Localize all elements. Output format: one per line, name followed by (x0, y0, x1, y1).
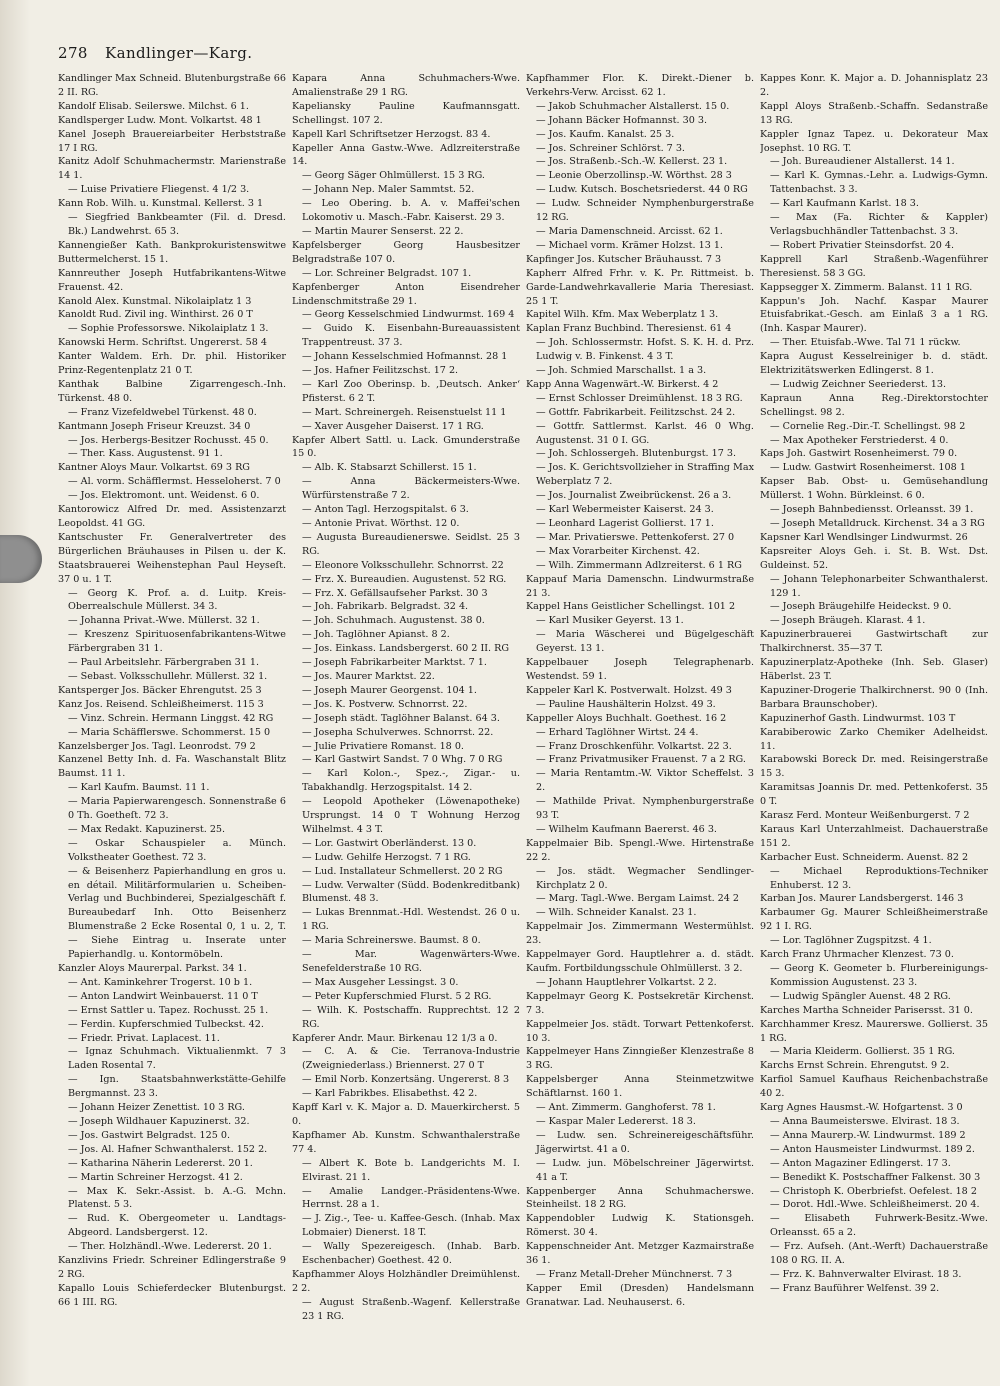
directory-entry: — Johann Hauptlehrer Volkartst. 2 2. (536, 976, 717, 988)
directory-entry: Kappl Aloys Straßenb.-Schaffn. Sedanstraße 13 RG. (760, 100, 988, 126)
directory-entry: — Georg K. Prof. a. d. Luitp. Kreis-Oberrealschule Müllerst. 34 3. (68, 587, 286, 613)
directory-entry: Kapper Emil (Dresden) Handelsmann Granatwar. Lad. Neuhauserst. 6. (526, 1282, 754, 1308)
directory-entry: — Sophie Professorswe. Nikolaiplatz 1 3. (68, 323, 269, 335)
directory-entry: — Karl Webermeister Kaiserst. 24 3. (536, 504, 714, 516)
directory-entry: — Karl Zoo Oberinsp. b. ‚Deutsch. Anker‘ Pfisterst. 6 2 T. (302, 378, 520, 404)
directory-entry: — Ther. Holzhändl.-Wwe. Ledererst. 20 1. (68, 1241, 272, 1253)
directory-entry: — Eleonore Volksschullehr. Schnorrst. 22 (302, 559, 504, 571)
directory-entry: Kantmann Joseph Friseur Kreuzst. 34 0 (58, 420, 251, 432)
directory-entry: Kanold Alex. Kunstmal. Nikolaiplatz 1 3 (58, 295, 252, 307)
directory-entry: — Xaver Ausgeher Daiserst. 17 1 RG. (302, 420, 484, 432)
directory-entry: Karaus Karl Unterzahlmeist. Dachauerstraße 151 2. (760, 823, 988, 849)
directory-entry: — Ign. Staatsbahnwerkstätte-Gehilfe Bergmannst. 23 3. (68, 1074, 286, 1100)
directory-entry: Kantner Aloys Maur. Volkartst. 69 3 RG (58, 462, 250, 474)
directory-entry: Kapeliansky Pauline Kaufmannsgatt. Schellingst. 107 2. (292, 100, 520, 126)
directory-entry: Kandlinger Max Schneid. Blutenburgstraße 66 2 II. RG. (58, 73, 286, 98)
directory-entry: Kanzlivins Friedr. Schreiner Edlingerstraße 9 2 RG. (58, 1255, 286, 1280)
directory-entry: — Leopold Apotheker (Löwenapotheke) Ursprungst. 14 0 T Wohnung Herzog Wilhelmst. 4 3 T. (302, 796, 520, 835)
directory-entry: Kanter Waldem. Erh. Dr. phil. Historiker Prinz-Regentenplatz 21 0 T. (58, 351, 286, 377)
directory-entry: Kann Rob. Wilh. u. Kunstmal. Kellerst. 3 1 (58, 198, 264, 210)
directory-entry: — Gottfr. Sattlermst. Karlst. 46 0 Whg. Augustenst. 31 0 I. GG. (536, 420, 754, 446)
directory-entry: — Joh. Schlossergeh. Blutenburgst. 17 3. (536, 448, 737, 460)
directory-entry: — Martin Maurer Senserst. 22 2. (302, 225, 464, 237)
directory-entry: — Jos. Schreiner Schlörst. 7 3. (536, 142, 685, 154)
directory-entry: — Johann Telephonarbeiter Schwanthalerst. 129 1. (770, 573, 988, 599)
directory-entry: Kanzelsberger Jos. Tagl. Leonrodst. 79 2 (58, 740, 256, 752)
directory-entry: — Mar. Privatierswe. Pettenkoferst. 27 0 (536, 531, 735, 543)
directory-entry: Kantsperger Jos. Bäcker Ehrengutst. 25 3 (58, 684, 262, 696)
directory-entry: — Frz. K. Bahnverwalter Elvirast. 18 3. (770, 1268, 962, 1280)
directory-entry: — Sebast. Volksschullehr. Müllerst. 32 1. (68, 670, 268, 682)
directory-entry: — Franz Bauführer Welfenst. 39 2. (770, 1282, 940, 1294)
directory-entry: — Maria Papierwarengesch. Sonnenstraße 6 0 Th. Goetheſt. 72 3. (68, 796, 286, 822)
directory-entry: — Leonhard Lagerist Gollierst. 17 1. (536, 518, 714, 529)
directory-entry: — Friedr. Privat. Laplacest. 11. (68, 1032, 220, 1044)
directory-entry: — Karl Musiker Geyerst. 13 1. (536, 615, 684, 627)
directory-entry: — Leonie Oberzollinsp.-W. Wörthst. 28 3 (536, 170, 732, 182)
directory-entry: Karbaumer Gg. Maurer Schleißheimerstraße 92 1 I. RG. (760, 907, 988, 933)
directory-entry: — Rud. K. Obergeometer u. Landtags-Abgeord. Landsbergerst. 12. (68, 1213, 286, 1239)
directory-entry: Kapherr Alfred Frhr. v. K. Pr. Rittmeist. b. Garde-Landwehrkavallerie Maria Theresiast. 25 1 T. (526, 267, 754, 307)
directory-entry: — Kaspar Maler Ledererst. 18 3. (536, 1115, 696, 1127)
directory-entry: — Johann Heizer Zenettist. 10 3 RG. (68, 1102, 245, 1114)
directory-entry: Kappendobler Ludwig K. Stationsgeh. Römerst. 30 4. (526, 1213, 754, 1239)
directory-entry: Kapell Karl Schriftsetzer Herzogst. 83 4. (292, 128, 491, 140)
directory-entry: Kanitz Adolf Schuhmachermstr. Marienstraße 14 1. (58, 156, 286, 182)
directory-entry: Kapfelsberger Georg Hausbesitzer Belgradstraße 107 0. (292, 239, 520, 265)
directory-entry: — Georg Kesselschmied Lindwurmst. 169 4 (302, 309, 515, 321)
directory-entry: Kanoldt Rud. Zivil ing. Winthirst. 26 0 T (58, 309, 253, 321)
directory-entry: — Maria Kleiderm. Gollierst. 35 1 RG. (770, 1046, 955, 1058)
directory-entry: — Ernst Schlosser Dreimühlenst. 18 3 RG. (536, 392, 743, 404)
directory-entry: — Ignaz Schuhmach. Viktualienmkt. 7 3 Laden Rosental 7. (68, 1046, 286, 1072)
directory-entry: — Karl K. Gymnas.-Lehr. a. Ludwigs-Gymn. Tattenbachst. 3 3. (770, 170, 988, 196)
directory-entry: Kapitel Wilh. Kfm. Max Weberplatz 1 3. (526, 309, 719, 321)
directory-entry: — Elisabeth Fuhrwerk-Besitz.-Wwe. Orleansst. 65 a 2. (770, 1213, 988, 1239)
directory-entry: — Robert Privatier Steinsdorfst. 20 4. (770, 239, 955, 251)
directory-entry: — Joseph städt. Taglöhner Balanst. 64 3. (302, 712, 500, 724)
directory-entry: — Ludwig Zeichner Seeriederst. 13. (770, 378, 947, 390)
directory-entry: Kapara Anna Schuhmachers-Wwe. Amalienstraße 29 1 RG. (292, 73, 520, 98)
directory-entry: Kappelmayer Gord. Hauptlehrer a. d. städt. Kaufm. Fortbildungsschule Ohlmüllerst. 3 2. (526, 949, 754, 974)
directory-entry: — Lud. Installateur Schmellerst. 20 2 RG (302, 865, 503, 877)
directory-entry: — Vinz. Schrein. Hermann Linggst. 42 RG (68, 712, 274, 724)
directory-entry: — Anna Baumeisterswe. Elvirast. 18 3. (770, 1115, 960, 1127)
directory-entry: Kanz Jos. Reisend. Schleißheimerst. 115 3 (58, 698, 264, 710)
directory-entry: Kannengießer Kath. Bankprokuristenswitwe Buttermelcherst. 15 1. (58, 239, 286, 265)
directory-entry: — Franz Droschkenführ. Volkartst. 22 3. (536, 740, 732, 752)
directory-entry: — August Straßenb.-Wagenf. Kellerstraße 23 1 RG. (302, 1296, 520, 1322)
directory-entry: Kapff Karl v. K. Major a. D. Mauerkircherst. 5 0. (292, 1102, 520, 1127)
directory-entry: — Jakob Schuhmacher Alstallerst. 15 0. (536, 100, 730, 112)
directory-entry: — Karl Kaufm. Baumst. 11 1. (68, 782, 210, 794)
directory-entry: — Johann Nep. Maler Sammtst. 52. (302, 184, 475, 196)
directory-entry: Kappelmeier Jos. städt. Torwart Pettenkoferst. 10 3. (526, 1018, 754, 1044)
directory-entry: — Jos. Journalist Zweibrückenst. 26 a 3. (536, 490, 732, 502)
directory-entry: Kapraun Anna Reg.-Direktorstochter Schellingst. 98 2. (760, 392, 988, 418)
directory-entry: — Joseph Bräugeh. Klarast. 4 1. (770, 615, 926, 627)
directory-entry: — Julie Privatiere Romanst. 18 0. (302, 740, 464, 752)
directory-entry: — Karl Kolon.-, Spez.-, Zigar.- u. Tabakhandlg. Herzogspitalst. 14 2. (302, 768, 520, 794)
directory-entry: — Max Ausgeher Lessingst. 3 0. (302, 976, 459, 988)
directory-entry: — & Beisenherz Papierhandlung en gros u. en détail. Militärformularien u. Scheiben-Verlag und Buchbinderei, Spezialgeschäft f. Bureaubedarf Inh. Otto Beisenherz Blumenstraße 2 Ecke Rosental 0, 1 u. 2, T. — Siehe Eintrag u. Inserate unter Papierhandlg. u. Kontormöbeln. (68, 865, 286, 961)
directory-entry: Kappelsberger Anna Steinmetzwitwe Schäftlarnst. 160 1. (526, 1074, 754, 1100)
directory-entry: — Ther. Etuisfab.-Wwe. Tal 71 1 rückw. (770, 337, 961, 349)
directory-entry: — Lor. Gastwirt Oberländerst. 13 0. (302, 837, 477, 849)
directory-entry: Kappelmeyer Hans Zinngießer Klenzestraße 8 3 RG. (526, 1046, 754, 1072)
directory-entry: — Paul Arbeitslehr. Färbergraben 31 1. (68, 657, 260, 669)
directory-entry: Kappsegger X. Zimmerm. Balanst. 11 1 RG. (760, 281, 973, 293)
directory-entry: Karchs Ernst Schrein. Ehrengutst. 9 2. (760, 1060, 950, 1072)
directory-entry: — Frz. Aufseh. (Ant.-Werft) Dachauerstraße 108 0 RG. II. A. (770, 1241, 988, 1267)
directory-entry: Kapuzinerbrauerei Gastwirtschaft zur Thalkirchnerst. 35—37 T. (760, 629, 988, 655)
directory-entry: — Georg Säger Ohlmüllerst. 15 3 RG. (302, 170, 485, 182)
directory-entry: — Johann Kesselschmied Hofmannst. 28 1 (302, 351, 508, 363)
directory-entry: — Joh. Schuhmach. Augustenst. 38 0. (302, 615, 485, 627)
directory-entry: — Max Redakt. Kapuzinerst. 25. (68, 823, 226, 835)
directory-entry: Kapfenberger Anton Eisendreher Lindenschmitstraße 29 1. (292, 281, 520, 307)
directory-entry: — Joh. Schlossermstr. Hofst. S. K. H. d. Prz. Ludwig v. B. Finkenst. 4 3 T. (536, 337, 754, 363)
directory-entry: — Jos. Herbergs-Besitzer Rochusst. 45 0. (68, 434, 269, 446)
page-range-title: Kandlinger—Karg. (105, 44, 253, 62)
directory-entry: — Ernst Sattler u. Tapez. Rochusst. 25 1. (68, 1004, 269, 1016)
directory-entry: — Dorot. Hdl.-Wwe. Schleißheimerst. 20 4. (770, 1199, 980, 1211)
directory-entry: — Alb. K. Stabsarzt Schillerst. 15 1. (302, 462, 477, 474)
directory-entry: — Kreszenz Spirituosenfabrikantens-Witwe Färbergraben 31 1. (68, 629, 286, 655)
directory-entry: — Erhard Taglöhner Wirtst. 24 4. (536, 726, 699, 738)
directory-entry: — Joh. Bureaudiener Alstallerst. 14 1. (770, 156, 955, 168)
directory-entry: Kaps Joh. Gastwirt Rosenheimerst. 79 0. (760, 448, 958, 460)
directory-entry: — Joseph Fabrikarbeiter Marktst. 7 1. (302, 657, 487, 669)
directory-entry: — Jos. Kaufm. Kanalst. 25 3. (536, 128, 675, 140)
directory-entry: — Peter Kupferschmied Flurst. 5 2 RG. (302, 990, 492, 1002)
directory-entry: — Josepha Schulverwes. Schnorrst. 22. (302, 726, 494, 738)
directory-entry: — Max Vorarbeiter Kirchenst. 42. (536, 545, 700, 557)
directory-entry: — Johann Bäcker Hofmannst. 30 3. (536, 114, 707, 126)
directory-entry: — Jos. Straßenb.-Sch.-W. Kellerst. 23 1. (536, 156, 728, 168)
directory-entry: — Ant. Kaminkehrer Trogerst. 10 b 1. (68, 976, 253, 988)
directory-entry: — Siegfried Bankbeamter (Fil. d. Dresd. Bk.) Landwehrst. 65 3. (68, 212, 286, 237)
directory-entry: Kapser Bab. Obst- u. Gemüsehandlung Müllerst. 1 Wohn. Bürkleinst. 6 0. (760, 476, 988, 502)
directory-entry: Kanzenel Betty Inh. d. Fa. Waschanstalt Blitz Baumst. 11 1. (58, 754, 286, 780)
directory-entry: Kapuzinerplatz-Apotheke (Inh. Seb. Glaser) Häberlst. 23 T. (760, 657, 988, 682)
directory-entry: — Joseph Maurer Georgenst. 104 1. (302, 684, 477, 696)
directory-entry: — Katharina Näherin Ledererst. 20 1. (68, 1157, 253, 1169)
directory-entry: Kapuziner-Drogerie Thalkirchnerst. 90 0 (Inh. Barbara Braunschober). (760, 684, 988, 710)
directory-entry: — Anna Maurerp.-W. Lindwurmst. 189 2 (770, 1129, 966, 1141)
directory-entry: — Franz Privatmusiker Frauenst. 7 a 2 RG. (536, 754, 746, 766)
directory-entry: — Frz. X. Bureaudien. Augustenst. 52 RG. (302, 573, 507, 585)
directory-entry: — Maria Rentamtm.-W. Viktor Scheffelst. 3 2. (536, 768, 754, 794)
directory-entry: Kapferer Andr. Maur. Birkenau 12 1/3 a 0. (292, 1032, 498, 1044)
directory-entry: — Emil Norb. Konzertsäng. Ungererst. 8 3 (302, 1074, 510, 1086)
directory-entry: Kapsner Karl Wendlsinger Lindwurmst. 26 (760, 531, 968, 543)
directory-entry: — Augusta Bureaudienerswe. Seidlst. 25 3 RG. (302, 531, 520, 557)
directory-entry: Karg Agnes Hausmst.-W. Hofgartenst. 3 0 (760, 1102, 963, 1114)
thumb-index-tab (0, 535, 42, 583)
directory-entry: — Mar. Wagenwärters-Wwe. Senefelderstraße 10 RG. (302, 949, 520, 974)
directory-entry: Kappenberger Anna Schuhmacherswe. Steinheilst. 18 2 RG. (526, 1185, 754, 1211)
directory-entry: Kappelmaier Bib. Spengl.-Wwe. Hirtenstraße 22 2. (526, 837, 754, 863)
directory-entry: — Joseph Metalldruck. Kirchenst. 34 a 3 RG (770, 518, 985, 529)
directory-entry: — Johanna Privat.-Wwe. Müllerst. 32 1. (68, 615, 260, 627)
directory-columns (58, 72, 990, 1372)
directory-entry: Kappeler Karl K. Postverwalt. Holzst. 49 3 (526, 684, 732, 696)
directory-entry: — Pauline Haushälterin Holzst. 49 3. (536, 698, 716, 710)
directory-entry: — Jos. Gastwirt Belgradst. 125 0. (68, 1129, 230, 1141)
directory-entry: — Ludw. Gastwirt Rosenheimerst. 108 1 (770, 462, 966, 474)
directory-entry: Kantschuster Fr. Generalvertreter des Bürgerlichen Bräuhauses in Pilsen u. der K. Staatsbrauerei Weihenstephan Paul Heyseſt. 37 0 u. 1 T. (58, 531, 286, 585)
directory-entry: Karfiol Samuel Kaufhaus Reichenbachstraße 40 2. (760, 1074, 988, 1100)
directory-entry: Kandlsperger Ludw. Mont. Volkartst. 48 1 (58, 114, 262, 126)
directory-entry: — Anton Tagl. Herzogspitalst. 6 3. (302, 504, 469, 516)
directory-entry: Karchhammer Kresz. Maurerswe. Gollierst. 35 1 RG. (760, 1018, 988, 1044)
directory-entry: Kappel Hans Geistlicher Schellingst. 101 2 (526, 601, 736, 613)
directory-entry: — Maria Schäfflerswe. Schommerst. 15 0 (68, 726, 271, 738)
directory-entry: Kappler Ignaz Tapez. u. Dekorateur Max Josephst. 10 RG. T. (760, 128, 988, 154)
directory-entry: — Ludw. Verwalter (Südd. Bodenkreditbank) Blumenst. 48 3. (302, 879, 520, 905)
directory-entry: — Amalie Landger.-Präsidentens-Wwe. Herrnst. 28 a 1. (302, 1185, 520, 1211)
directory-entry: — Anton Landwirt Weinbauerst. 11 0 T (68, 990, 258, 1002)
directory-entry: Kappelmair Jos. Zimmermann Westermühlst. 23. (526, 921, 754, 947)
directory-entry: Kappes Konr. K. Major a. D. Johannisplatz 23 2. (760, 73, 988, 98)
directory-entry: — Benedikt K. Postschaffner Falkenst. 30 3 (770, 1171, 981, 1183)
page-edge (0, 0, 30, 1386)
directory-entry: Kanel Joseph Brauereiarbeiter Herbststraße 17 I RG. (58, 128, 286, 154)
directory-entry: Kapallo Louis Schieferdecker Blutenburgst. 66 1 III. RG. (58, 1282, 286, 1308)
directory-entry: — Marg. Tagl.-Wwe. Bergam Laimst. 24 2 (536, 893, 740, 905)
directory-entry: — Anna Bäckermeisters-Wwe. Würfürstenstraße 7 2. (302, 476, 520, 502)
directory-entry: — Joseph Bahnbediensst. Orleansst. 39 1. (770, 504, 974, 516)
directory-entry: — Ludw. Schneider Nymphenburgerstraße 12 RG. (536, 198, 754, 224)
directory-entry: — Karl Kaufmann Karlst. 18 3. (770, 198, 919, 210)
directory-entry: Kanthak Balbine Zigarrengesch.-Inh. Türkenst. 48 0. (58, 378, 286, 404)
directory-entry: — Wilh. K. Postschaffn. Rupprechtst. 12 2 RG. (302, 1004, 520, 1030)
directory-entry: — Jos. städt. Wegmacher Sendlinger-Kirchplatz 2 0. (536, 865, 754, 891)
directory-entry: — Lukas Brennmat.-Hdl. Westendst. 26 0 u. 1 RG. (302, 907, 520, 933)
directory-entry: — Max Apotheker Ferstriederst. 4 0. (770, 434, 949, 446)
directory-entry: — Michael Reproduktions-Techniker Enhuberst. 12 3. (770, 865, 988, 891)
directory-entry: — Anton Magaziner Edlingerst. 17 3. (770, 1157, 951, 1169)
directory-entry: Kapfhammer Flor. K. Direkt.-Diener b. Verkehrs-Verw. Arcisst. 62 1. (526, 73, 754, 98)
directory-entry: Kapfhamer Ab. Kunstm. Schwanthalerstraße 77 4. (292, 1129, 520, 1155)
directory-entry: — Ferdin. Kupferschmied Tulbeckst. 42. (68, 1018, 264, 1030)
directory-entry: — Jos. Elektromont. unt. Weidenst. 6 0. (68, 490, 260, 502)
directory-entry: — Max (Fa. Richter & Kappler) Verlagsbuchhändler Tattenbachst. 3 3. (770, 212, 988, 237)
directory-entry: — Joh. Fabrikarb. Belgradst. 32 4. (302, 601, 469, 613)
directory-column-3 (526, 72, 754, 1372)
directory-entry: — Albert K. Bote b. Landgerichts M. I. Elvirast. 21 1. (302, 1157, 520, 1183)
directory-entry: — Leo Obering. b. A. v. Maffei'schen Lokomotiv u. Masch.-Fabr. Kaiserst. 29 3. (302, 198, 520, 224)
directory-column-2 (292, 72, 520, 1372)
directory-entry: Kappun's Joh. Nachf. Kaspar Maurer Etuisfabrikat.-Gesch. am Einlaß 3 a 1 RG. (Inh. Kaspar Maurer). (760, 295, 988, 335)
directory-entry: — Ludw. Gehilfe Herzogst. 7 1 RG. (302, 851, 471, 863)
directory-entry: — Al. vorm. Schäfflermst. Hesseloherst. 7 0 (68, 476, 281, 488)
directory-entry: — Ludw. sen. Schreinereigeschäftsführ. Jägerwirtst. 41 a 0. (536, 1129, 754, 1155)
directory-entry: — Martin Schreiner Herzogst. 41 2. (68, 1171, 243, 1183)
directory-entry: Kappenschneider Ant. Metzger Kazmairstraße 36 1. (526, 1241, 754, 1267)
directory-entry: — Ludw. jun. Möbelschreiner Jägerwirtst. 41 a T. (536, 1157, 754, 1183)
directory-entry: — Jos. K. Postverw. Schnorrst. 22. (302, 698, 468, 710)
directory-entry: — Karl Fabrikbes. Elisabethst. 42 2. (302, 1088, 478, 1100)
directory-entry: Kandolf Elisab. Seilerswe. Milchst. 6 1. (58, 100, 249, 112)
directory-entry: Kapsreiter Aloys Geh. i. St. B. Wst. Dst. Guldeinst. 52. (760, 545, 988, 571)
directory-entry: Karbacher Eust. Schneiderm. Auenst. 82 2 (760, 851, 969, 863)
directory-entry: — Wilh. Zimmermann Adlzreiterst. 6 1 RG (536, 559, 742, 571)
directory-entry: — Mathilde Privat. Nymphenburgerstraße 93 T. (536, 796, 754, 822)
directory-entry: Kanzler Aloys Maurerpal. Parkst. 34 1. (58, 963, 247, 974)
directory-entry: Kapfer Albert Sattl. u. Lack. Gmunderstraße 15 0. (292, 434, 520, 460)
directory-entry: — Lor. Schreiner Belgradst. 107 1. (302, 267, 472, 279)
directory-entry: — Ludwig Spängler Auenst. 48 2 RG. (770, 990, 951, 1002)
running-head (58, 44, 252, 62)
directory-entry: Kapfhammer Aloys Holzhändler Dreimühlenst. 2 2. (292, 1268, 520, 1294)
directory-entry: — Michael vorm. Krämer Holzst. 13 1. (536, 239, 724, 251)
directory-entry: — Joh. Schmied Marschallst. 1 a 3. (536, 365, 707, 377)
directory-entry: Karch Franz Uhrmacher Klenzest. 73 0. (760, 949, 954, 961)
directory-entry: — Mart. Schreinergeh. Reisenstuelst 11 1 (302, 406, 507, 418)
directory-entry: Kapprell Karl Straßenb.-Wagenführer Theresienst. 58 3 GG. (760, 253, 988, 279)
directory-entry: — Guido K. Eisenbahn-Bureauassistent Trappentreust. 37 3. (302, 323, 520, 349)
directory-entry: Kapuzinerhof Gasth. Lindwurmst. 103 T (760, 712, 956, 724)
directory-entry: Karban Jos. Maurer Landsbergerst. 146 3 (760, 893, 964, 905)
directory-entry: — Wilh. Schneider Kanalst. 23 1. (536, 907, 697, 919)
directory-entry: — Ant. Zimmerm. Ganghoferst. 78 1. (536, 1102, 716, 1114)
directory-entry: — Joh. Taglöhner Apianst. 8 2. (302, 629, 450, 641)
directory-entry: — Oskar Schauspieler a. Münch. Volkstheater Goethest. 72 3. (68, 837, 286, 863)
directory-entry: Karches Martha Schneider Parisersst. 31 0. (760, 1004, 973, 1016)
directory-entry: Kanowski Herm. Schriftst. Ungererst. 58 4 (58, 337, 267, 349)
directory-entry: Kannreuther Joseph Hutfabrikantens-Witwe Frauenst. 42. (58, 267, 286, 293)
directory-entry: — Wilhelm Kaufmann Baererst. 46 3. (536, 823, 717, 835)
directory-entry: Kappauf Maria Damenschn. Lindwurmstraße 21 3. (526, 573, 754, 599)
directory-entry: Kantorowicz Alfred Dr. med. Assistenzarzt Leopoldst. 41 GG. (58, 504, 286, 529)
directory-entry: — Franz Metall-Dreher Münchnerst. 7 3 (536, 1268, 733, 1280)
directory-entry: — Maria Damenschneid. Arcisst. 62 1. (536, 225, 723, 237)
directory-entry: — Jos. Hafner Feilitzschst. 17 2. (302, 365, 459, 377)
directory-entry: — J. Zig.-, Tee- u. Kaffee-Gesch. (Inhab. Max Lobmaier) Dienerst. 18 T. (302, 1213, 520, 1239)
directory-entry: — Christoph K. Oberbriefst. Oefelest. 18 2 (770, 1185, 977, 1197)
directory-entry: — Frz. X. Gefällsaufseher Parkst. 30 3 (302, 587, 488, 599)
directory-entry: Karasz Ferd. Monteur Weißenburgerst. 7 2 (760, 810, 970, 822)
directory-column-4 (760, 72, 988, 1372)
directory-entry: Kapp Anna Wagenwärt.-W. Birkerst. 4 2 (526, 378, 719, 390)
directory-entry: Kappeller Aloys Buchhalt. Goethest. 16 2 (526, 712, 727, 724)
directory-entry: — Jos. Al. Hafner Schwanthalerst. 152 2. (68, 1143, 268, 1155)
directory-entry: — Luise Privatiere Fliegenst. 4 1/2 3. (68, 184, 250, 196)
directory-entry: — Jos. Maurer Marktst. 22. (302, 670, 435, 682)
directory-entry: Kapra August Kesselreiniger b. d. städt. Elektrizitätswerken Edlingerst. 8 1. (760, 351, 988, 377)
directory-entry: — Joseph Wildhauer Kapuzinerst. 32. (68, 1115, 250, 1127)
directory-entry: — Ther. Kass. Augustenst. 91 1. (68, 448, 223, 460)
directory-entry: — Franz Vizefeldwebel Türkenst. 48 0. (68, 406, 257, 418)
directory-entry: Kapfinger Jos. Kutscher Bräuhausst. 7 3 (526, 253, 722, 265)
directory-entry: Karabowski Boreck Dr. med. Reisingerstraße 15 3. (760, 754, 988, 780)
directory-entry: — Maria Schreinerswe. Baumst. 8 0. (302, 935, 481, 947)
directory-entry: — Maria Wäscherei und Bügelgeschäft Geyerst. 13 1. (536, 629, 754, 655)
directory-entry: — Jos. K. Gerichtsvollzieher in Straffing Max Weberplatz 7 2. (536, 462, 754, 488)
directory-entry: — Karl Gastwirt Sandst. 7 0 Whg. 7 0 RG (302, 754, 503, 766)
directory-entry: — Cornelie Reg.-Dir.-T. Schellingst. 98 2 (770, 420, 966, 432)
directory-entry: — Max K. Sekr.-Assist. b. A.-G. Mchn. Platenst. 5 3. (68, 1185, 286, 1211)
directory-entry: — Ludw. Kutsch. Boschetsriederst. 44 0 RG (536, 184, 748, 196)
directory-entry: — Gottfr. Fabrikarbeit. Feilitzschst. 24 2. (536, 406, 736, 418)
directory-entry: — C. A. & Cie. Terranova-Industrie (Zweigniederlass.) Briennerst. 27 0 T (302, 1046, 520, 1072)
directory-entry: — Antonie Privat. Wörthst. 12 0. (302, 518, 460, 529)
directory-entry: Kapeller Anna Gastw.-Wwe. Adlzreiterstraße 14. (292, 142, 520, 168)
directory-entry: Kappelbauer Joseph Telegraphenarb. Westendst. 59 1. (526, 657, 754, 682)
directory-entry: — Joseph Bräugehilfe Heideckst. 9 0. (770, 601, 952, 613)
directory-entry: — Georg K. Geometer b. Flurbereinigungs-Kommission Augustenst. 23 3. (770, 963, 988, 988)
directory-entry: — Wally Spezereigesch. (Inhab. Barb. Eschenbacher) Goethest. 42 0. (302, 1241, 520, 1267)
directory-entry: Kaplan Franz Buchbind. Theresienst. 61 4 (526, 323, 732, 335)
directory-entry: — Anton Hausmeister Lindwurmst. 189 2. (770, 1143, 975, 1155)
directory-entry: — Lor. Taglöhner Zugspitzst. 4 1. (770, 935, 932, 947)
directory-column-1 (58, 72, 286, 1372)
page-number: 278 (58, 44, 88, 62)
directory-entry: Kappelmayr Georg K. Postsekretär Kirchenst. 7 3. (526, 990, 754, 1016)
directory-entry: — Jos. Einkass. Landsbergerst. 60 2 II. RG (302, 643, 510, 655)
directory-entry: Karabiberowic Zarko Chemiker Adelheidst. 11. (760, 726, 988, 752)
directory-entry: Karamitsas Joannis Dr. med. Pettenkoferst. 35 0 T. (760, 782, 988, 808)
